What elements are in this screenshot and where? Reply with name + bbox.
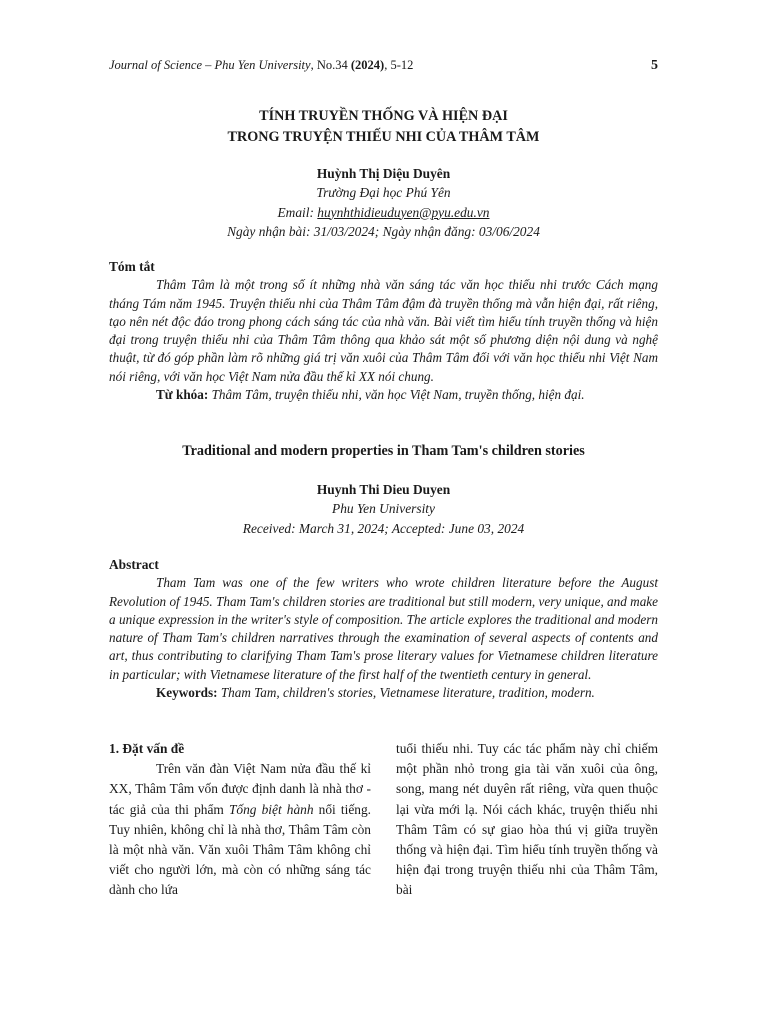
page-number: 5 (651, 58, 658, 73)
journal-year: (2024) (350, 58, 385, 72)
en-abstract-text: Tham Tam was one of the few writers who wrote children literature before the August Revolution of 1945. Tham Tam's children stories are traditional but still modern, very unique, and make a unique expression in the writer's style of composition. The article explores the traditional and modern nature of Tham Tam's children narratives through the examination of several aspects of contents and art, thus contributing to clarifying Tham Tam's prose literary values for Vietnamese children literature in particular; with Vietnamese literature of the first half of the twentieth century in general. (109, 575, 658, 682)
en-author-block (109, 480, 658, 538)
en-keywords-label: Keywords: (156, 685, 218, 701)
body-text-left-1: Trên văn đàn Việt Nam nửa đầu thế kỉ XX, Thâm Tâm vốn được định danh là nhà thơ - tác giả của thi phẩm (109, 761, 371, 817)
vn-abstract-block (109, 258, 658, 404)
vn-keywords-value: Thâm Tâm, truyện thiếu nhi, văn học Việt Nam, truyền thống, hiện đại. (208, 387, 585, 403)
en-title: Traditional and modern properties in Tham Tam's children stories (182, 443, 585, 459)
journal-pages: , 5-12 (384, 58, 414, 72)
en-abstract-heading: Abstract (109, 557, 159, 572)
vn-email-label: Email: (277, 204, 318, 220)
body-paragraph-right: tuổi thiếu nhi. Tuy các tác phẩm này chỉ chiếm một phần nhỏ trong gia tài văn xuôi của ông, song, mang nét duyên rất riêng, vừa quen thuộc lại vừa mới lạ. Nói cách khác, truyện thiếu nhi Thâm Tâm có sự giao hòa thú vị giữa truyền thống và hiện đại. Tìm hiểu tính truyền thống và hiện đại trong truyện thiếu nhi của Thâm Tâm, bài (396, 741, 658, 898)
vn-abstract-text: Thâm Tâm là một trong số ít những nhà văn sáng tác văn học thiếu nhi trước Cách mạng tháng Tám năm 1945. Truyện thiếu nhi của Thâm Tâm đậm đà truyền thống mà vẫn hiện đại, rất riêng, tạo nên nét độc đáo trong phong cách sáng tác của nhà văn. Bài viết tìm hiểu tính truyền thống và hiện đại trong truyện thiếu nhi của Thâm Tâm thông qua khảo sát một số phương diện nội dung và nghệ thuật, từ đó góp phần làm rõ những giá trị văn xuôi của Thâm Tâm đối với văn học thiếu nhi Việt Nam nói riêng, với văn học Việt Nam nửa đầu thế kỉ XX nói chung. (109, 277, 658, 384)
journal-citation (109, 58, 413, 73)
section-heading: 1. Đặt vấn đề (109, 741, 185, 756)
vn-email-line (109, 203, 658, 222)
vn-affiliation: Trường Đại học Phú Yên (316, 185, 451, 201)
vn-keywords (109, 386, 658, 404)
vn-email-link[interactable]: huynhthidieuduyen@pyu.edu.vn (317, 204, 490, 220)
vn-title-line2: TRONG TRUYỆN THIẾU NHI CỦA THÂM TÂM (227, 129, 540, 145)
running-header (109, 58, 658, 74)
en-abstract-block (109, 556, 658, 702)
vn-title (109, 106, 658, 148)
en-keywords (109, 684, 658, 702)
vn-dates: Ngày nhận bài: 31/03/2024; Ngày nhận đăng: 03/06/2024 (227, 223, 540, 239)
body-column-left (109, 739, 371, 901)
journal-name: Journal of Science – Phu Yen University (109, 58, 311, 72)
vn-abstract-heading: Tóm tắt (109, 259, 155, 274)
en-author-name: Huynh Thi Dieu Duyen (316, 482, 451, 497)
vn-keywords-label: Từ khóa: (156, 387, 209, 403)
poem-title: Tống biệt hành (228, 801, 314, 817)
body-text-left-2: nổi tiếng. Tuy nhiên, không chỉ là nhà thơ, Thâm Tâm còn là một nhà văn. Văn xuôi Thâm Tâm không chỉ viết cho người lớn, mà còn có những sáng tác dành cho lứa (109, 801, 371, 898)
vn-title-line1: TÍNH TRUYỀN THỐNG VÀ HIỆN ĐẠI (259, 108, 508, 124)
vn-author-name: Huỳnh Thị Diệu Duyên (316, 166, 451, 181)
body-paragraph-left (109, 759, 371, 900)
en-keywords-value: Tham Tam, children's stories, Vietnamese literature, tradition, modern. (217, 685, 595, 701)
en-affiliation: Phu Yen University (332, 501, 435, 517)
vn-author-block (109, 164, 658, 241)
journal-issue: , No.34 (310, 58, 351, 72)
en-dates: Received: March 31, 2024; Accepted: June 03, 2024 (242, 520, 525, 536)
body-column-right (396, 739, 658, 901)
